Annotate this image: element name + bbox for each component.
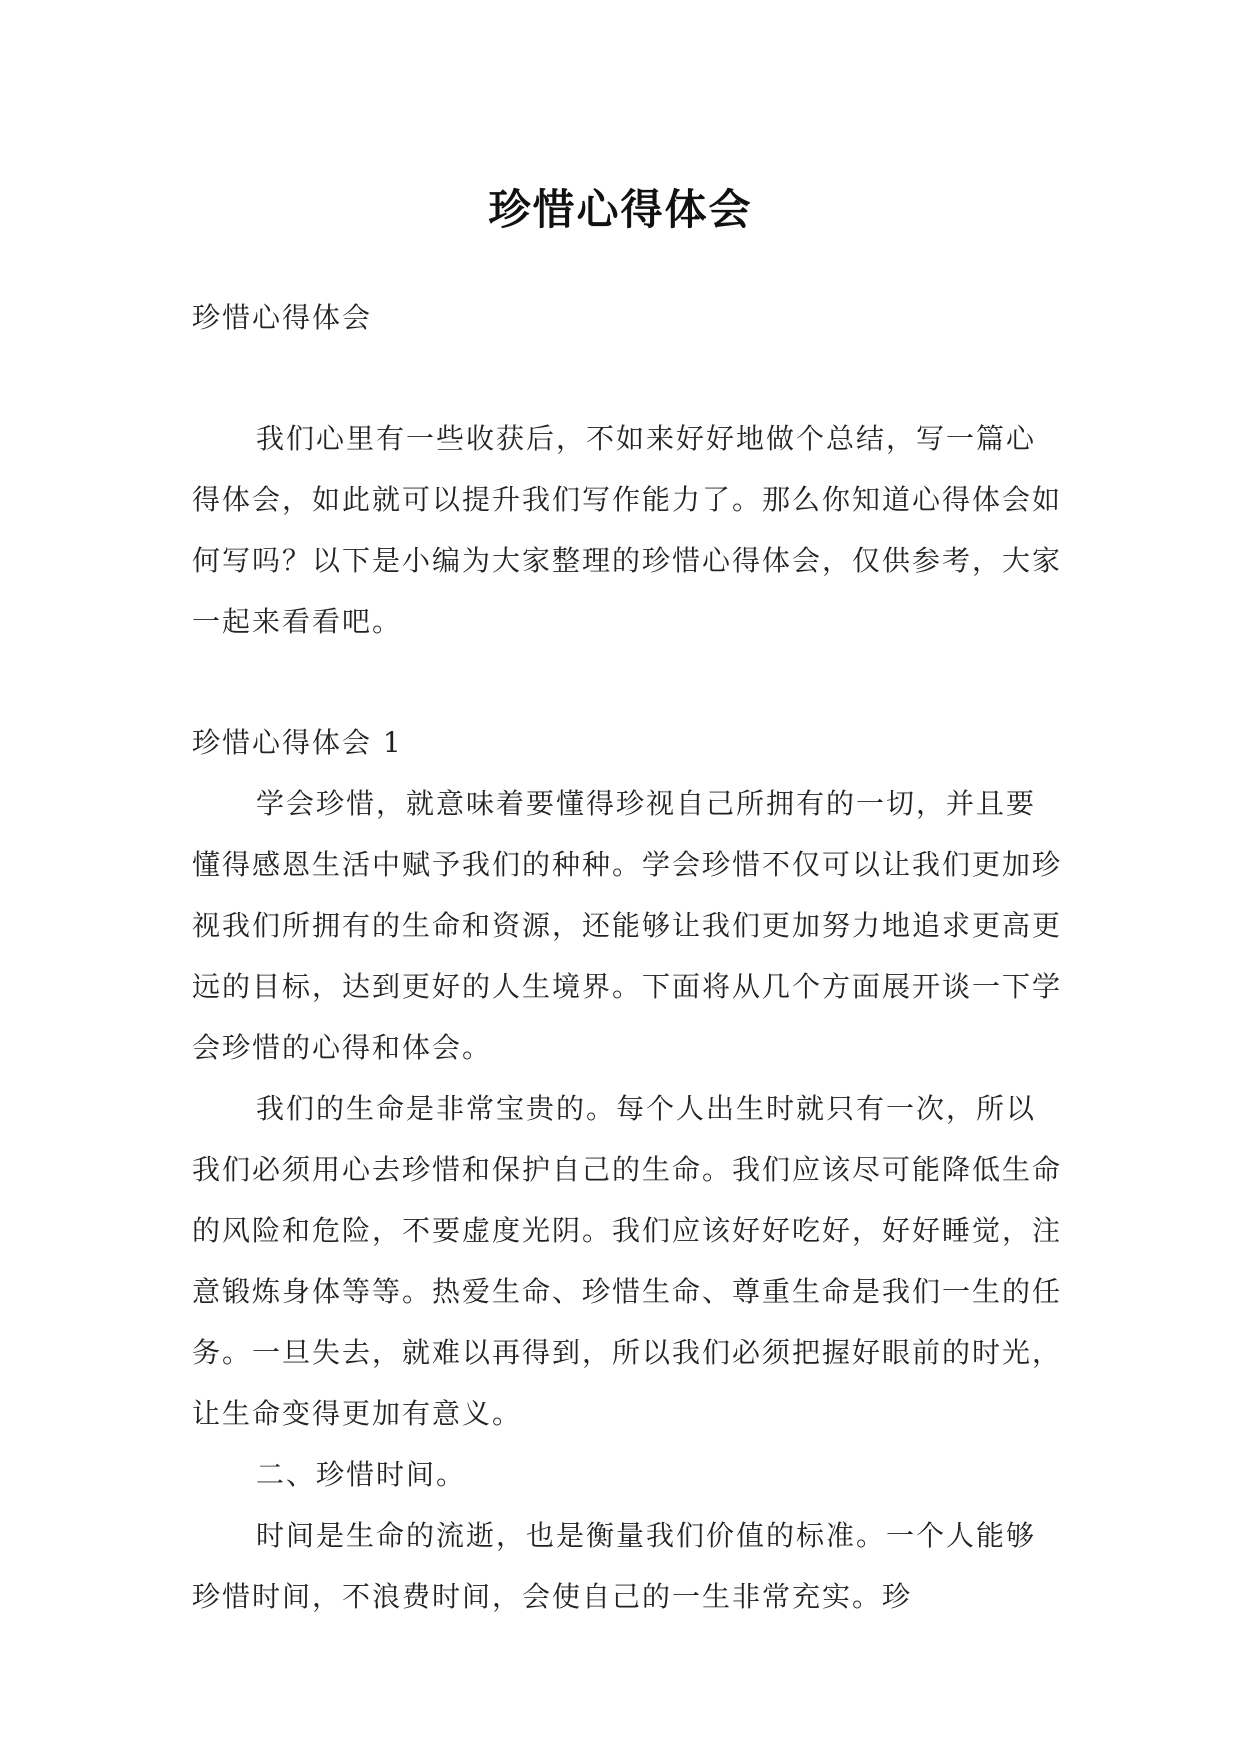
body-paragraph: 学会珍惜，就意味着要懂得珍视自己所拥有的一切，并且要懂得感恩生活中赋予我们的种种。学会珍惜不仅可以让我们更加珍视我们所拥有的生命和资源，还能够让我们更加努力地追求更高更远的目标，达到更好的人生境界。下面将从几个方面展开谈一下学会珍惜的心得和体会。: [192, 787, 1063, 1064]
document-body: [192, 287, 1062, 1627]
document-subtitle: 珍惜心得体会: [192, 301, 373, 334]
body-paragraph: 我们的生命是非常宝贵的。每个人出生时就只有一次，所以我们必须用心去珍惜和保护自己的生命。我们应该尽可能降低生命的风险和危险，不要虚度光阴。我们应该好好吃好，好好睡觉，注意锻炼身体等等。热爱生命、珍惜生命、尊重生命是我们一生的任务。一旦失去，就难以再得到，所以我们必须把握好眼前的时光，让生命变得更加有意义。: [192, 1092, 1063, 1430]
subsection-heading: 二、珍惜时间。: [256, 1458, 467, 1491]
intro-paragraph: 我们心里有一些收获后，不如来好好地做个总结，写一篇心得体会，如此就可以提升我们写作能力了。那么你知道心得体会如何写吗？以下是小编为大家整理的珍惜心得体会，仅供参考，大家一起来看看吧。: [192, 422, 1063, 638]
section-heading: 珍惜心得体会 1: [192, 726, 403, 759]
body-paragraph: 时间是生命的流逝，也是衡量我们价值的标准。一个人能够珍惜时间，不浪费时间，会使自己的一生非常充实。珍: [192, 1519, 1037, 1613]
document-title: 珍惜心得体会: [488, 185, 753, 235]
